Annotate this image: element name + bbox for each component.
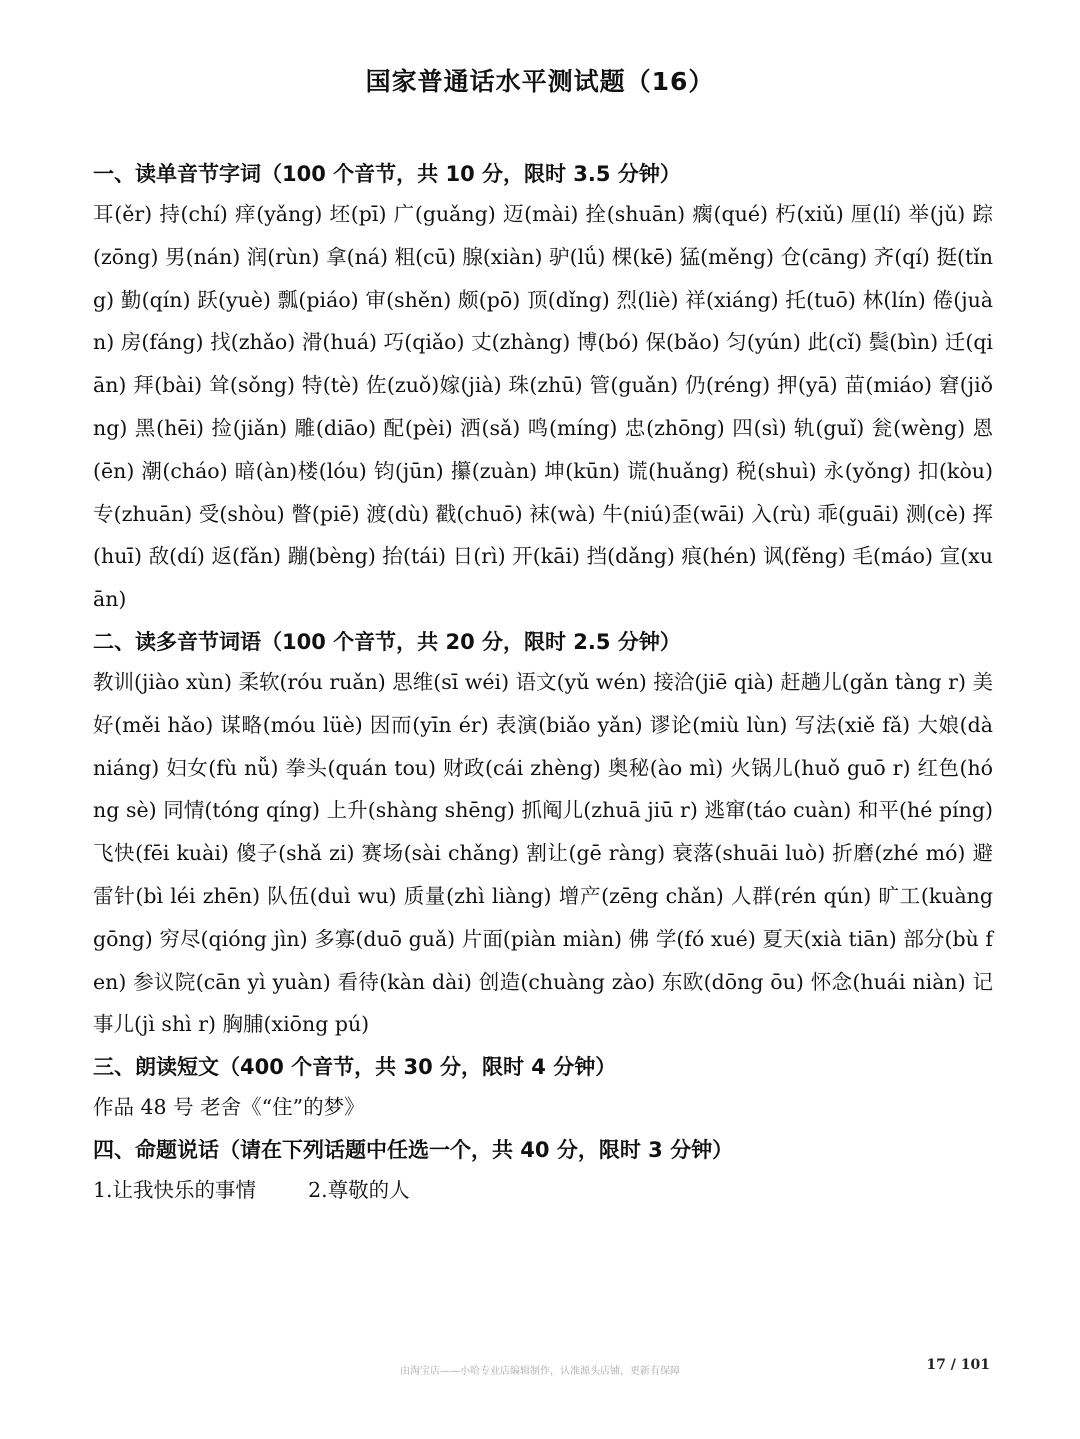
- section-3-heading: 三、朗读短文（400 个音节，共 30 分，限时 4 分钟）: [93, 1055, 617, 1080]
- page-title: 国家普通话水平测试题（16）: [365, 67, 715, 96]
- document-body: [93, 155, 993, 1212]
- topic-1: 1.让我快乐的事情: [93, 1177, 257, 1202]
- section-1-word-list: 耳(ěr) 持(chí) 痒(yǎng) 坯(pī) 广(guǎng) 迈(mài) 拴(shuān) 瘸(qué) 朽(xiǔ) 厘(lí) 举(jǔ) 踪(zōng) 男(nán) 润(rùn) 拿(ná) 粗(cū) 腺(xiàn) 驴(lǘ) 棵(kē) 猛(měng) 仓(cāng) 齐(qí) 挺(tǐng) 勤(qín) 跃(yuè) 瓢(piáo) 审(shěn) 颇(pō) 顶(dǐng) 烈(liè) 祥(xiáng) 托(tuō) 林(lín) 倦(juàn) 房(fáng) 找(zhǎo) 滑(huá) 巧(qiǎo) 丈(zhàng) 博(bó) 保(bǎo) 匀(yún) 此(cǐ) 鬓(bìn) 迁(qiān) 拜(bài) 耸(sǒng) 特(tè) 佐(zuǒ)嫁(jià) 珠(zhū) 管(guǎn) 仍(réng) 押(yā) 苗(miáo) 窘(jiǒng) 黑(hēi) 捡(jiǎn) 雕(diāo) 配(pèi) 洒(sǎ) 鸣(míng) 忠(zhōng) 四(sì) 轨(guǐ) 瓮(wèng) 恩(ēn) 潮(cháo) 暗(àn)楼(lóu) 钧(jūn) 攥(zuàn) 坤(kūn) 谎(huǎng) 税(shuì) 永(yǒng) 扣(kòu) 专(zhuān) 受(shòu) 瞥(piē) 渡(dù) 戳(chuō) 袜(wà) 牛(niú)歪(wāi) 入(rù) 乖(guāi) 测(cè) 挥(huī) 敌(dí) 返(fǎn) 蹦(bèng) 抬(tái) 日(rì) 开(kāi) 挡(dǎng) 痕(hén) 讽(fěng) 毛(máo) 宣(xuān): [93, 202, 993, 612]
- topic-2: 2.尊敬的人: [308, 1177, 410, 1202]
- section-3-reading-work: 作品 48 号 老舍《“住”的梦》: [93, 1095, 365, 1120]
- section-4-topics: [93, 1169, 993, 1212]
- section-1-heading: 一、读单音节字词（100 个音节，共 10 分，限时 3.5 分钟）: [93, 162, 681, 186]
- section-2-heading: 二、读多音节词语（100 个音节，共 20 分，限时 2.5 分钟）: [93, 629, 681, 654]
- page-total: 101: [960, 1357, 990, 1373]
- footer-watermark-note: 由淘宝店——小哈专业店编辑制作，认准源头店铺，更新有保障: [400, 1366, 680, 1377]
- page-number: [910, 1357, 990, 1373]
- section-4-heading: 四、命题说话（请在下列话题中任选一个，共 40 分，限时 3 分钟）: [93, 1137, 734, 1162]
- page-separator: /: [945, 1357, 961, 1373]
- section-2-word-list: 教训(jiào xùn) 柔软(róu ruǎn) 思维(sī wéi) 语文(yǔ wén) 接洽(jiē qià) 赶趟儿(gǎn tàng r) 美好(měi hǎo) 谋略(móu lüè) 因而(yīn ér) 表演(biǎo yǎn) 谬论(miù lùn) 写法(xiě fǎ) 大娘(dà niáng) 妇女(fù nǚ) 拳头(quán tou) 财政(cái zhèng) 奥秘(ào mì) 火锅儿(huǒ guō r) 红色(hóng sè) 同情(tóng qíng) 上升(shàng shēng) 抓阄儿(zhuā jiū r) 逃窜(táo cuàn) 和平(hé píng) 飞快(fēi kuài) 傻子(shǎ zi) 赛场(sài chǎng) 割让(gē ràng) 衰落(shuāi luò) 折磨(zhé mó) 避雷针(bì léi zhēn) 队伍(duì wu) 质量(zhì liàng) 增产(zēng chǎn) 人群(rén qún) 旷工(kuàng gōng) 穷尽(qióng jìn) 多寡(duō guǎ) 片面(piàn miàn) 佛 学(fó xué) 夏天(xià tiān) 部分(bù fen) 参议院(cān yì yuàn) 看待(kàn dài) 创造(chuàng zào) 东欧(dōng ōu) 怀念(huái niàn) 记事儿(jì shì r) 胸脯(xiōng pú): [93, 669, 993, 1037]
- page-current: 17: [926, 1357, 946, 1373]
